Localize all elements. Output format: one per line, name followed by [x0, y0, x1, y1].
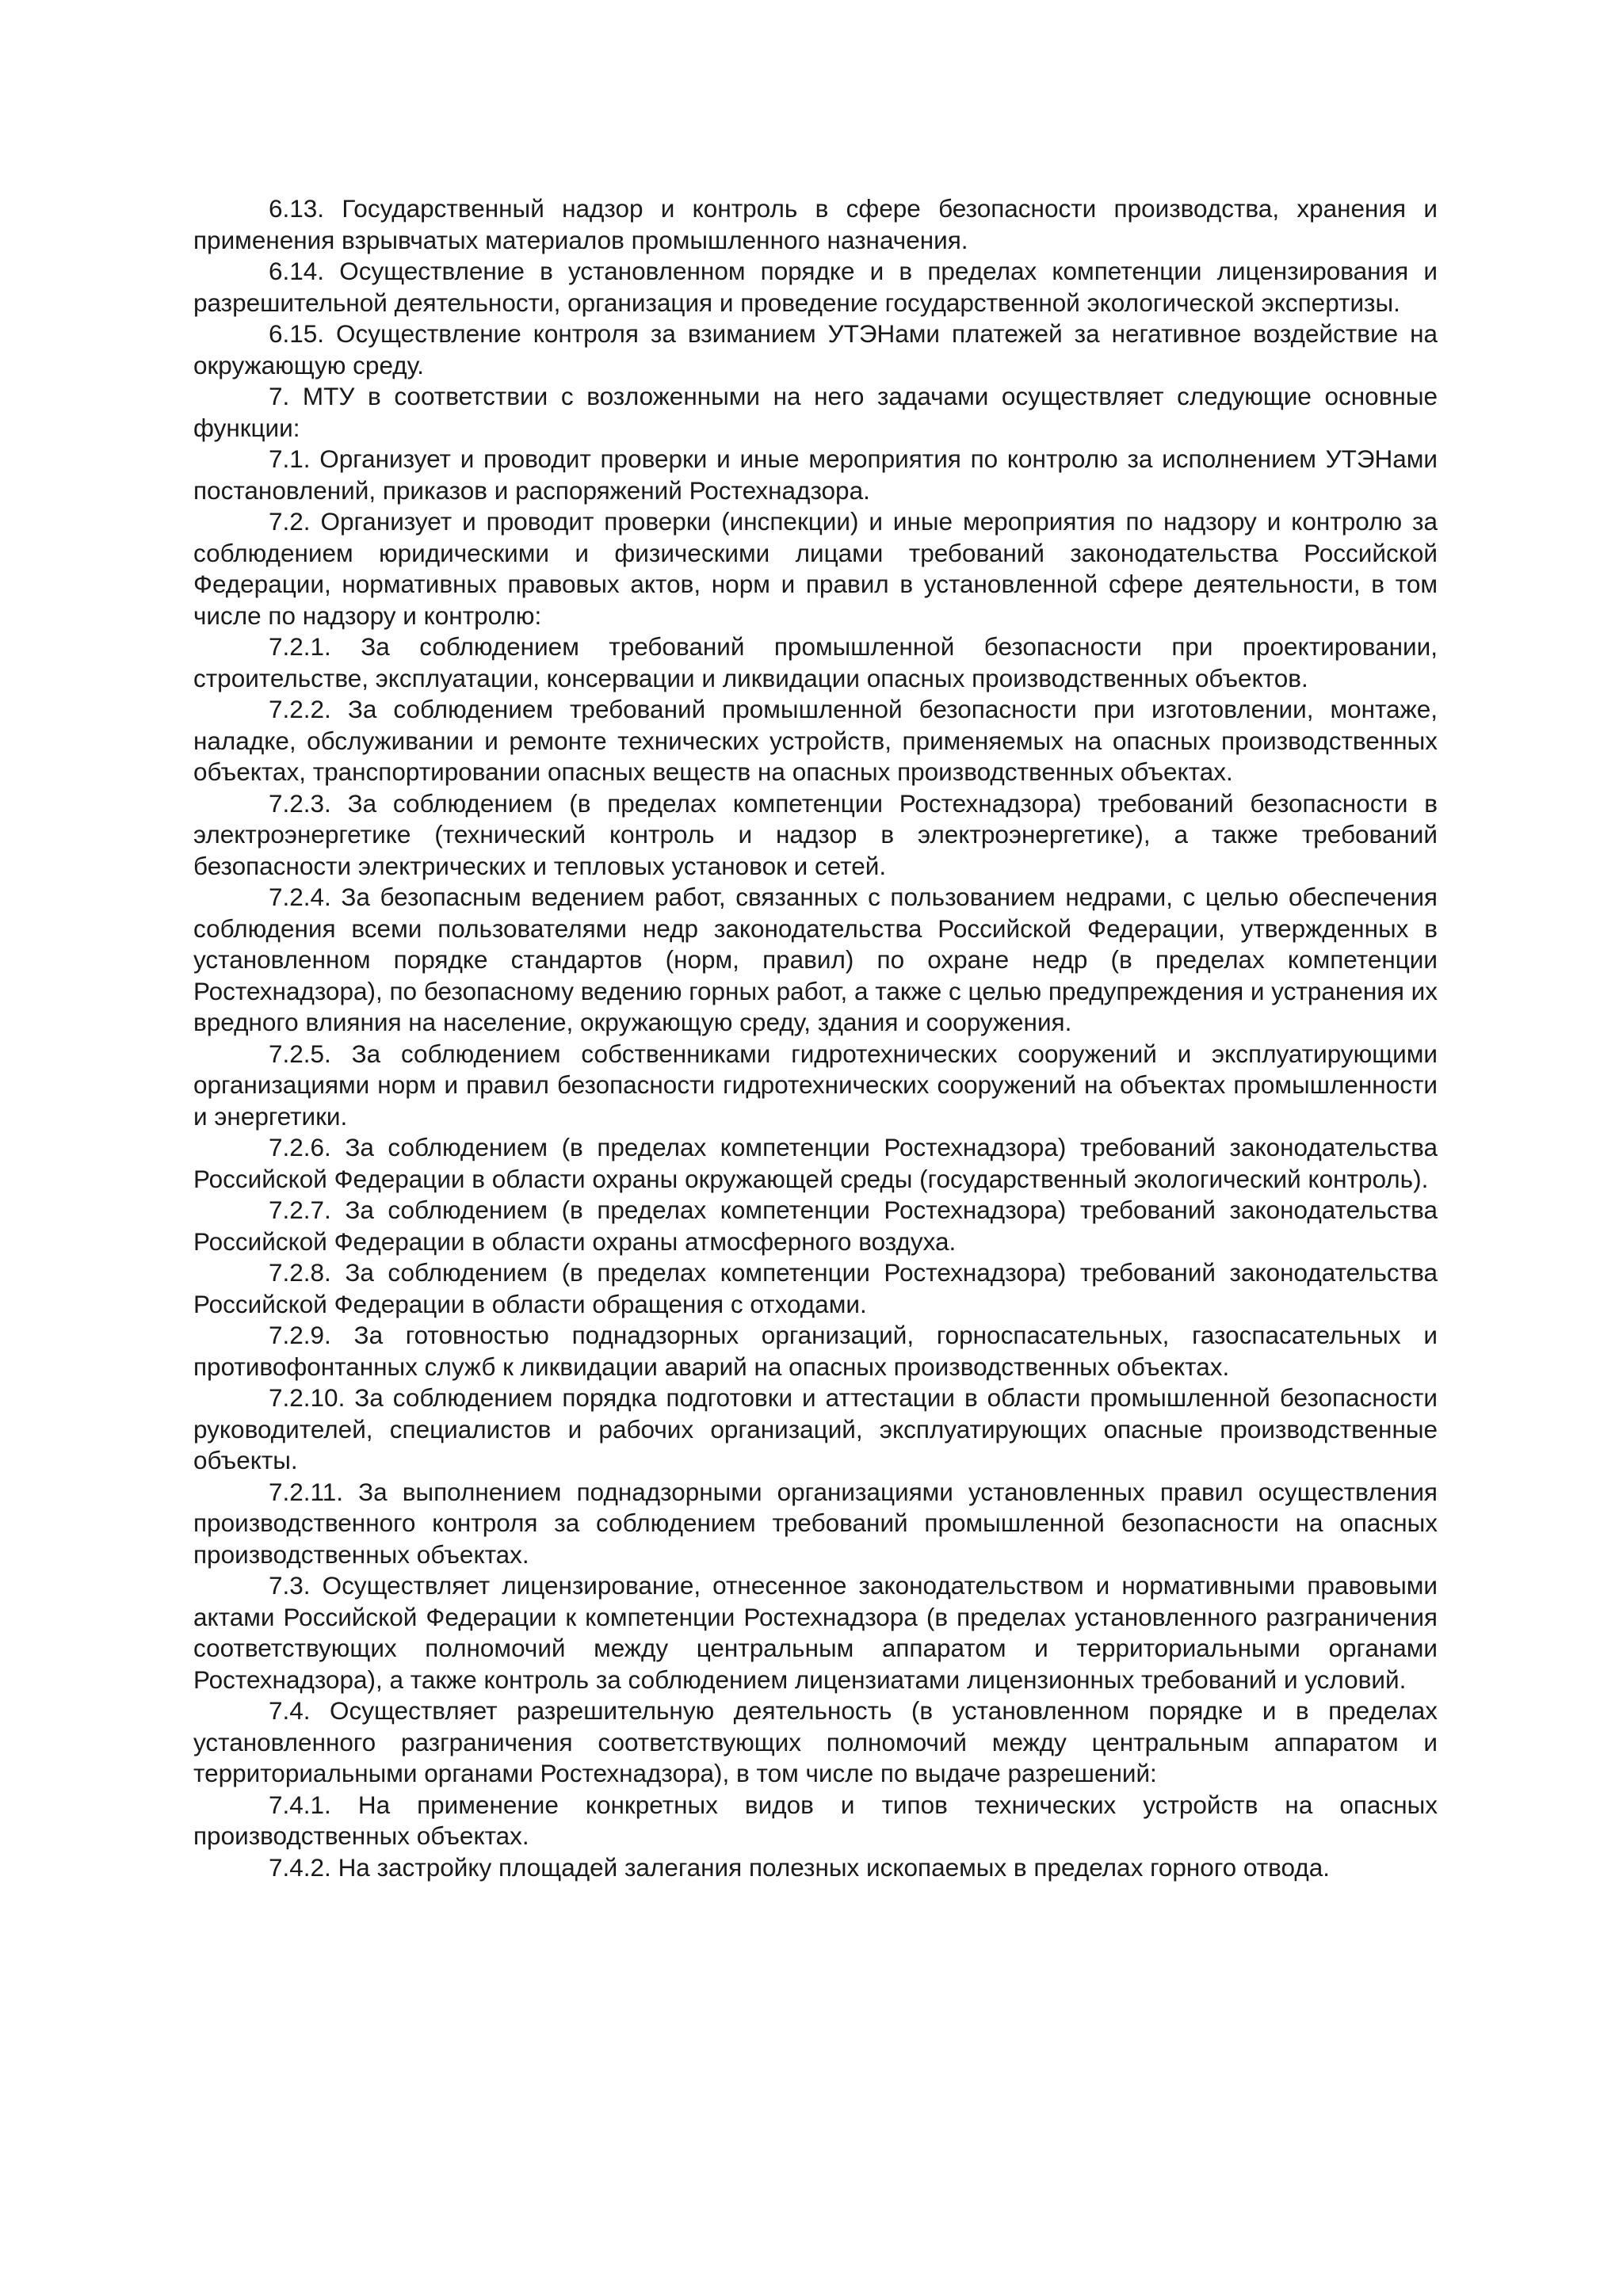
paragraph-7-2-3: 7.2.3. За соблюдением (в пределах компетенции Ростехнадзора) требований безопасности в электроэнергетике (технический контроль и надзор в электроэнергетике), а также требований безопасности электрических и тепловых установок и сетей. — [193, 788, 1438, 880]
paragraph-6-15: 6.15. Осуществление контроля за взиманием УТЭНами платежей за негативное воздействие на окружающую среду. — [193, 319, 1438, 379]
paragraph-7-1: 7.1. Организует и проводит проверки и иные мероприятия по контролю за исполнением УТЭНами постановлений, приказов и распоряжений Ростехнадзора. — [193, 444, 1438, 505]
paragraph-7-2-6: 7.2.6. За соблюдением (в пределах компетенции Ростехнадзора) требований законодательства Российской Федерации в области охраны окружающей среды (государственный экологический контроль). — [193, 1133, 1438, 1193]
paragraph-7-2-8: 7.2.8. За соблюдением (в пределах компетенции Ростехнадзора) требований законодательства Российской Федерации в области обращения с отходами. — [193, 1258, 1438, 1318]
paragraph-7-2-2: 7.2.2. За соблюдением требований промышленной безопасности при изготовлении, монтаже, наладке, обслуживании и ремонте технических устройств, применяемых на опасных производственных объектах, транспортировании опасных веществ на опасных производственных объектах. — [193, 695, 1438, 786]
paragraph-7-2-9: 7.2.9. За готовностью поднадзорных организаций, горноспасательных, газоспасательных и противофонтанных служб к ликвидации аварий на опасных производственных объектах. — [193, 1321, 1438, 1381]
paragraph-7-2-4: 7.2.4. За безопасным ведением работ, связанных с пользованием недрами, с целью обеспечения соблюдения всеми пользователями недр законодательства Российской Федерации, утвержденных в установленном порядке стандартов (норм, правил) по охране недр (в пределах компетенции Ростехнадзора), по безопасному ведению горных работ, а также с целью предупреждения и устранения их вредного влияния на население, окружающую среду, здания и сооружения. — [193, 883, 1438, 1036]
paragraph-7: 7. МТУ в соответствии с возложенными на него задачами осуществляет следующие основные функции: — [193, 382, 1438, 442]
paragraph-7-4-1: 7.4.1. На применение конкретных видов и типов технических устройств на опасных производственных объектах. — [193, 1790, 1438, 1850]
paragraph-7-2: 7.2. Организует и проводит проверки (инспекции) и иные мероприятия по надзору и контролю за соблюдением юридическими и физическими лицами требований законодательства Российской Федерации, нормативных правовых актов, норм и правил в установленной сфере деятельности, в том числе по надзору и контролю: — [193, 507, 1438, 630]
paragraph-7-4: 7.4. Осуществляет разрешительную деятельность (в установленном порядке и в пределах установленного разграничения соответствующих полномочий между центральным аппаратом и территориальными органами Ростехнадзора), в том числе по выдаче разрешений: — [193, 1696, 1438, 1787]
document-body — [193, 193, 1438, 1883]
paragraph-6-13: 6.13. Государственный надзор и контроль в сфере безопасности производства, хранения и применения взрывчатых материалов промышленного назначения. — [193, 194, 1438, 254]
paragraph-7-2-7: 7.2.7. За соблюдением (в пределах компетенции Ростехнадзора) требований законодательства Российской Федерации в области охраны атмосферного воздуха. — [193, 1196, 1438, 1256]
paragraph-7-3: 7.3. Осуществляет лицензирование, отнесенное законодательством и нормативными правовыми актами Российской Федерации к компетенции Ростехнадзора (в пределах установленного разграничения соответствующих полномочий между центральным аппаратом и территориальными органами Ростехнадзора), а также контроль за соблюдением лицензиатами лицензионных требований и условий. — [193, 1571, 1438, 1694]
paragraph-6-14: 6.14. Осуществление в установленном порядке и в пределах компетенции лицензирования и разрешительной деятельности, организация и проведение государственной экологической экспертизы. — [193, 257, 1438, 317]
paragraph-7-4-2: 7.4.2. На застройку площадей залегания полезных ископаемых в пределах горного отвода. — [269, 1852, 1330, 1882]
paragraph-7-2-10: 7.2.10. За соблюдением порядка подготовки и аттестации в области промышленной безопасности руководителей, специалистов и рабочих организаций, эксплуатирующих опасные производственные объекты. — [193, 1383, 1438, 1474]
paragraph-7-2-5: 7.2.5. За соблюдением собственниками гидротехнических сооружений и эксплуатирующими организациями норм и правил безопасности гидротехнических сооружений на объектах промышленности и энергетики. — [193, 1039, 1438, 1131]
paragraph-7-2-11: 7.2.11. За выполнением поднадзорными организациями установленных правил осуществления производственного контроля за соблюдением требований промышленной безопасности на опасных производственных объектах. — [193, 1477, 1438, 1569]
paragraph-7-2-1: 7.2.1. За соблюдением требований промышленной безопасности при проектировании, строительстве, эксплуатации, консервации и ликвидации опасных производственных объектов. — [193, 632, 1438, 692]
